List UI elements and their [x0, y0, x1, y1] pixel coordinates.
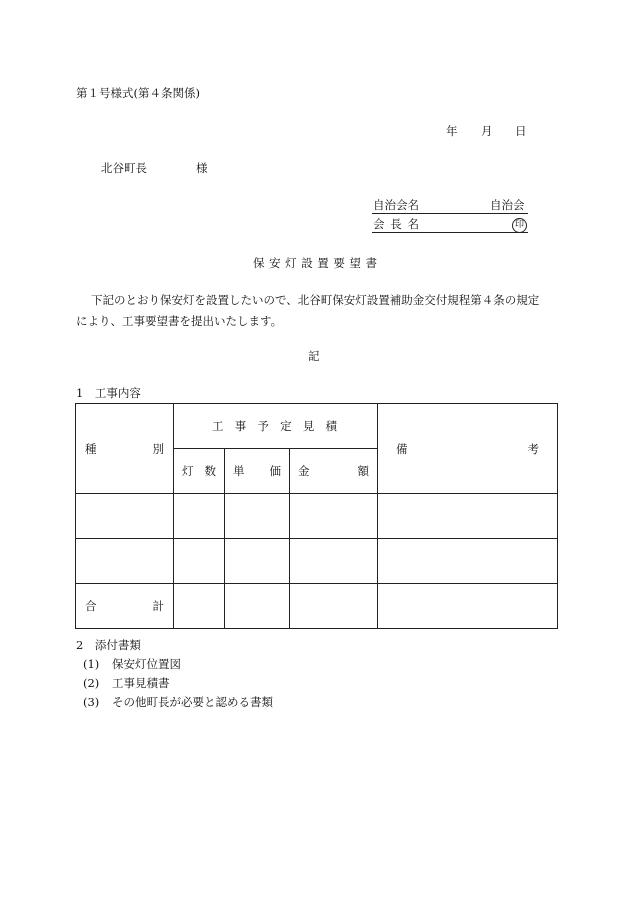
- table-row: [76, 539, 558, 584]
- attachment-1-text: 保安灯位置図: [112, 657, 181, 671]
- chair-name-label: 会 長 名: [373, 217, 419, 231]
- body-line-2: により、工事要望書を提出いたします。: [76, 314, 283, 328]
- section-1-heading: 1 工事内容: [76, 386, 141, 400]
- date-month: 月: [481, 124, 493, 138]
- document-title: 保 安 灯 設 置 要 望 書: [253, 256, 377, 270]
- cell[interactable]: [378, 539, 558, 584]
- header-unit-price: 単 価: [225, 449, 290, 494]
- cell[interactable]: [174, 539, 225, 584]
- section-2-heading: 2 添付書類: [76, 638, 141, 652]
- attachment-1-num: (1): [83, 657, 100, 671]
- seal-icon: 印: [512, 218, 527, 233]
- cell[interactable]: [225, 539, 290, 584]
- header-amount: 金 額: [290, 449, 378, 494]
- construction-table: [75, 403, 558, 629]
- association-name-label: 自治会名: [373, 198, 419, 212]
- cell[interactable]: [378, 584, 558, 629]
- association-underline: [372, 213, 528, 214]
- attachment-3-num: (3): [83, 695, 100, 709]
- date-year: 年: [446, 124, 458, 138]
- table-row: [76, 494, 558, 539]
- cell[interactable]: [174, 584, 225, 629]
- cell[interactable]: [174, 494, 225, 539]
- addressee-honorific: 様: [196, 161, 208, 175]
- seal-mark: [512, 216, 527, 233]
- attachment-3-text: その他町長が必要と認める書類: [112, 695, 273, 709]
- cell[interactable]: [290, 494, 378, 539]
- table-header-row-1: [76, 404, 558, 449]
- attachment-2-text: 工事見積書: [112, 676, 170, 690]
- cell[interactable]: [290, 584, 378, 629]
- cell[interactable]: [225, 584, 290, 629]
- ki-heading: 記: [308, 349, 320, 363]
- chair-underline: [372, 232, 528, 233]
- cell[interactable]: [290, 539, 378, 584]
- header-lights: 灯 数: [174, 449, 225, 494]
- attachment-2-num: (2): [83, 676, 100, 690]
- header-estimate: 工 事 予 定 見 積: [174, 404, 378, 449]
- cell[interactable]: [225, 494, 290, 539]
- form-number: 第１号様式(第４条関係): [76, 86, 200, 100]
- cell[interactable]: [76, 539, 174, 584]
- addressee-title: 北谷町長: [101, 161, 147, 175]
- header-type: 種 別: [76, 404, 174, 494]
- association-name-value: 自治会: [490, 198, 525, 212]
- header-remarks: 備 考: [378, 404, 558, 494]
- date-day: 日: [515, 124, 527, 138]
- cell[interactable]: [76, 494, 174, 539]
- cell[interactable]: [378, 494, 558, 539]
- body-line-1: 下記のとおり保安灯を設置したいので、北谷町保安灯設置補助金交付規程第４条の規定: [91, 293, 540, 307]
- total-row: [76, 584, 558, 629]
- total-label: 合 計: [76, 584, 174, 629]
